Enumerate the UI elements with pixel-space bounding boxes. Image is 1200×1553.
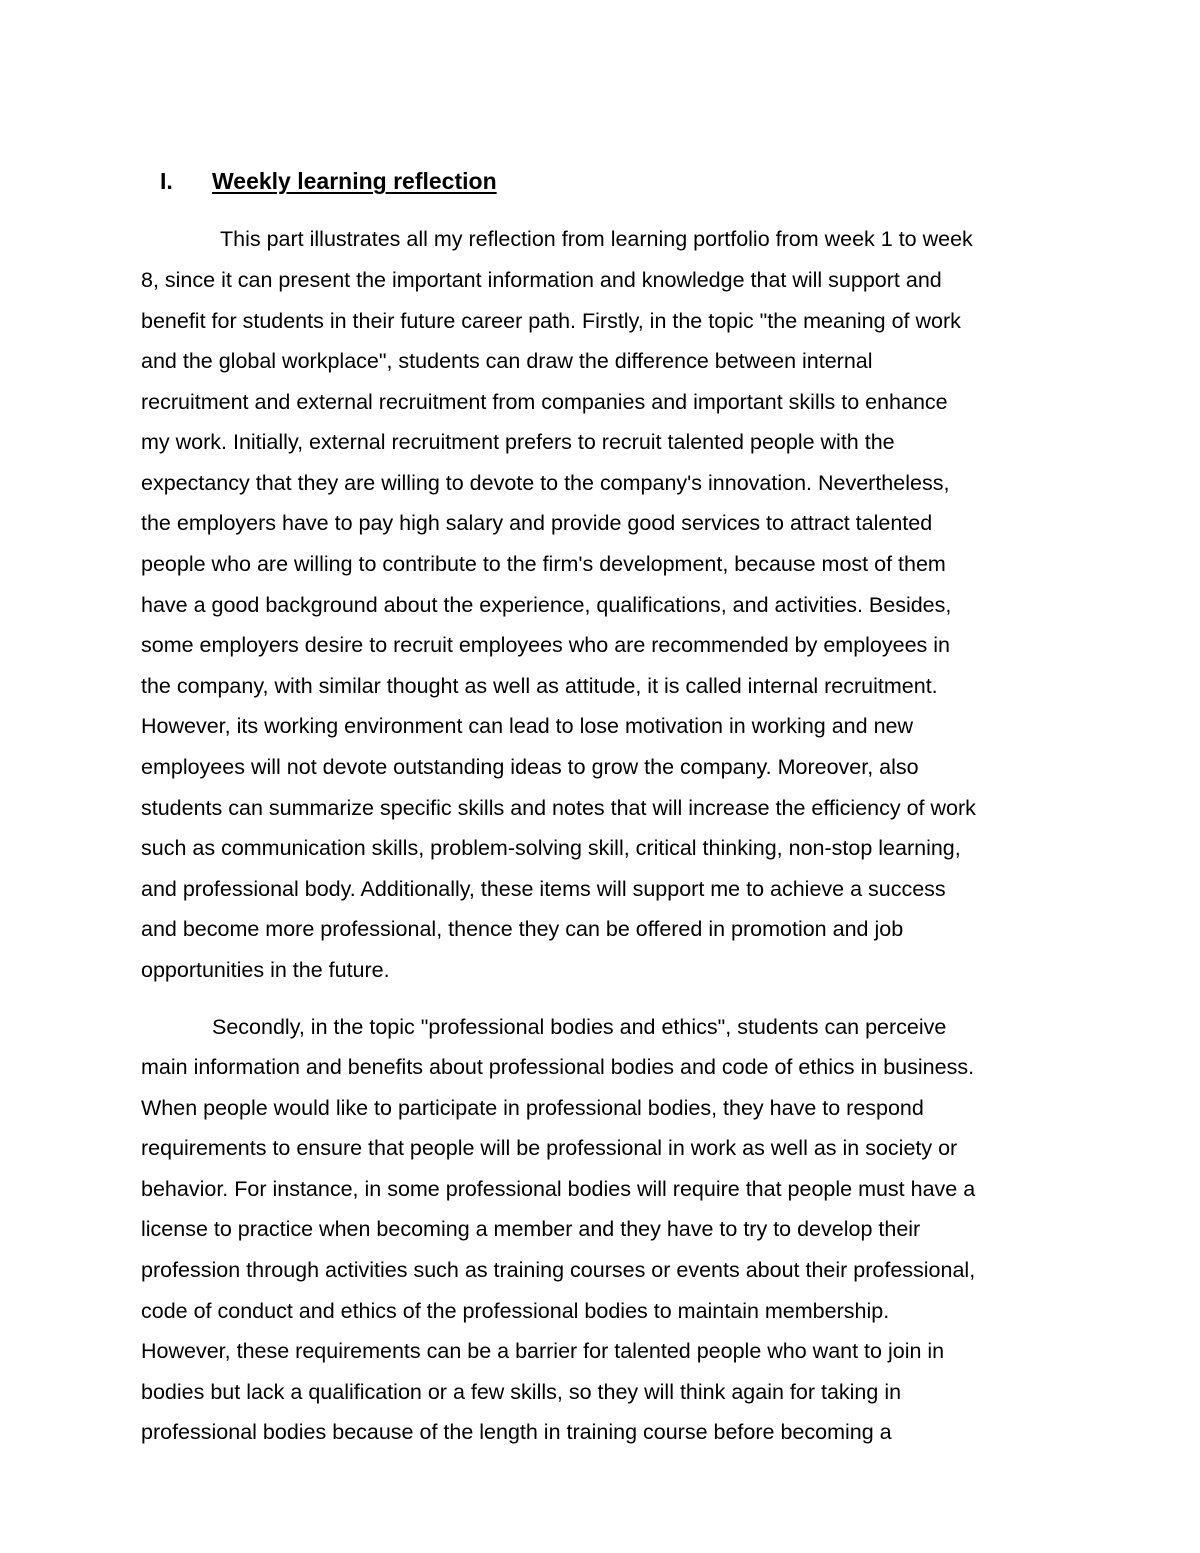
paragraph-line: and professional body. Additionally, these items will support me to achieve a success: [141, 877, 946, 901]
paragraph-line: behavior. For instance, in some professional bodies will require that people must have a: [141, 1177, 976, 1201]
paragraph-line: some employers desire to recruit employees who are recommended by employees in: [141, 633, 951, 657]
paragraph-line: This part illustrates all my reflection from learning portfolio from week 1 to week: [220, 227, 973, 251]
paragraph-line: and the global workplace", students can draw the difference between internal: [141, 349, 873, 373]
paragraph-line: 8, since it can present the important information and knowledge that will support and: [141, 268, 942, 292]
paragraph-line: my work. Initially, external recruitment prefers to recruit talented people with the: [141, 430, 895, 454]
paragraph-line: people who are willing to contribute to the firm's development, because most of them: [141, 552, 946, 576]
paragraph-line: such as communication skills, problem-solving skill, critical thinking, non-stop learning,: [141, 836, 961, 860]
paragraph-line: the company, with similar thought as well as attitude, it is called internal recruitment.: [141, 674, 938, 698]
paragraph-line: professional bodies because of the length in training course before becoming a: [141, 1420, 892, 1444]
section-title: Weekly learning reflection: [212, 168, 497, 194]
paragraph-line: expectancy that they are willing to devote to the company's innovation. Nevertheless,: [141, 471, 950, 495]
paragraph-line: the employers have to pay high salary and provide good services to attract talented: [141, 511, 933, 535]
paragraph-line: When people would like to participate in professional bodies, they have to respond: [141, 1096, 924, 1120]
section-heading: [160, 166, 497, 196]
paragraph-line: license to practice when becoming a member and they have to try to develop their: [141, 1217, 921, 1241]
paragraph-line: main information and benefits about professional bodies and code of ethics in business.: [141, 1055, 975, 1079]
paragraph-line: employees will not devote outstanding ideas to grow the company. Moreover, also: [141, 755, 919, 779]
paragraph-line: benefit for students in their future career path. Firstly, in the topic "the meaning of work: [141, 309, 961, 333]
section-number: I.: [160, 168, 173, 194]
paragraph-line: code of conduct and ethics of the professional bodies to maintain membership.: [141, 1299, 890, 1323]
paragraph-line: and become more professional, thence they can be offered in promotion and job: [141, 917, 904, 941]
paragraph-line: bodies but lack a qualification or a few skills, so they will think again for taking in: [141, 1380, 902, 1404]
paragraph-line: have a good background about the experience, qualifications, and activities. Besides,: [141, 593, 952, 617]
paragraph-line: However, its working environment can lead to lose motivation in working and new: [141, 714, 914, 738]
paragraph-line: Secondly, in the topic "professional bodies and ethics", students can perceive: [212, 1015, 947, 1039]
paragraph-line: opportunities in the future.: [141, 958, 390, 982]
paragraph-line: profession through activities such as training courses or events about their professional,: [141, 1258, 976, 1282]
paragraph-line: students can summarize specific skills and notes that will increase the efficiency of work: [141, 796, 976, 820]
paragraph-line: requirements to ensure that people will be professional in work as well as in society or: [141, 1136, 958, 1160]
paragraph-line: However, these requirements can be a barrier for talented people who want to join in: [141, 1339, 945, 1363]
paragraph-line: recruitment and external recruitment from companies and important skills to enhance: [141, 390, 948, 414]
